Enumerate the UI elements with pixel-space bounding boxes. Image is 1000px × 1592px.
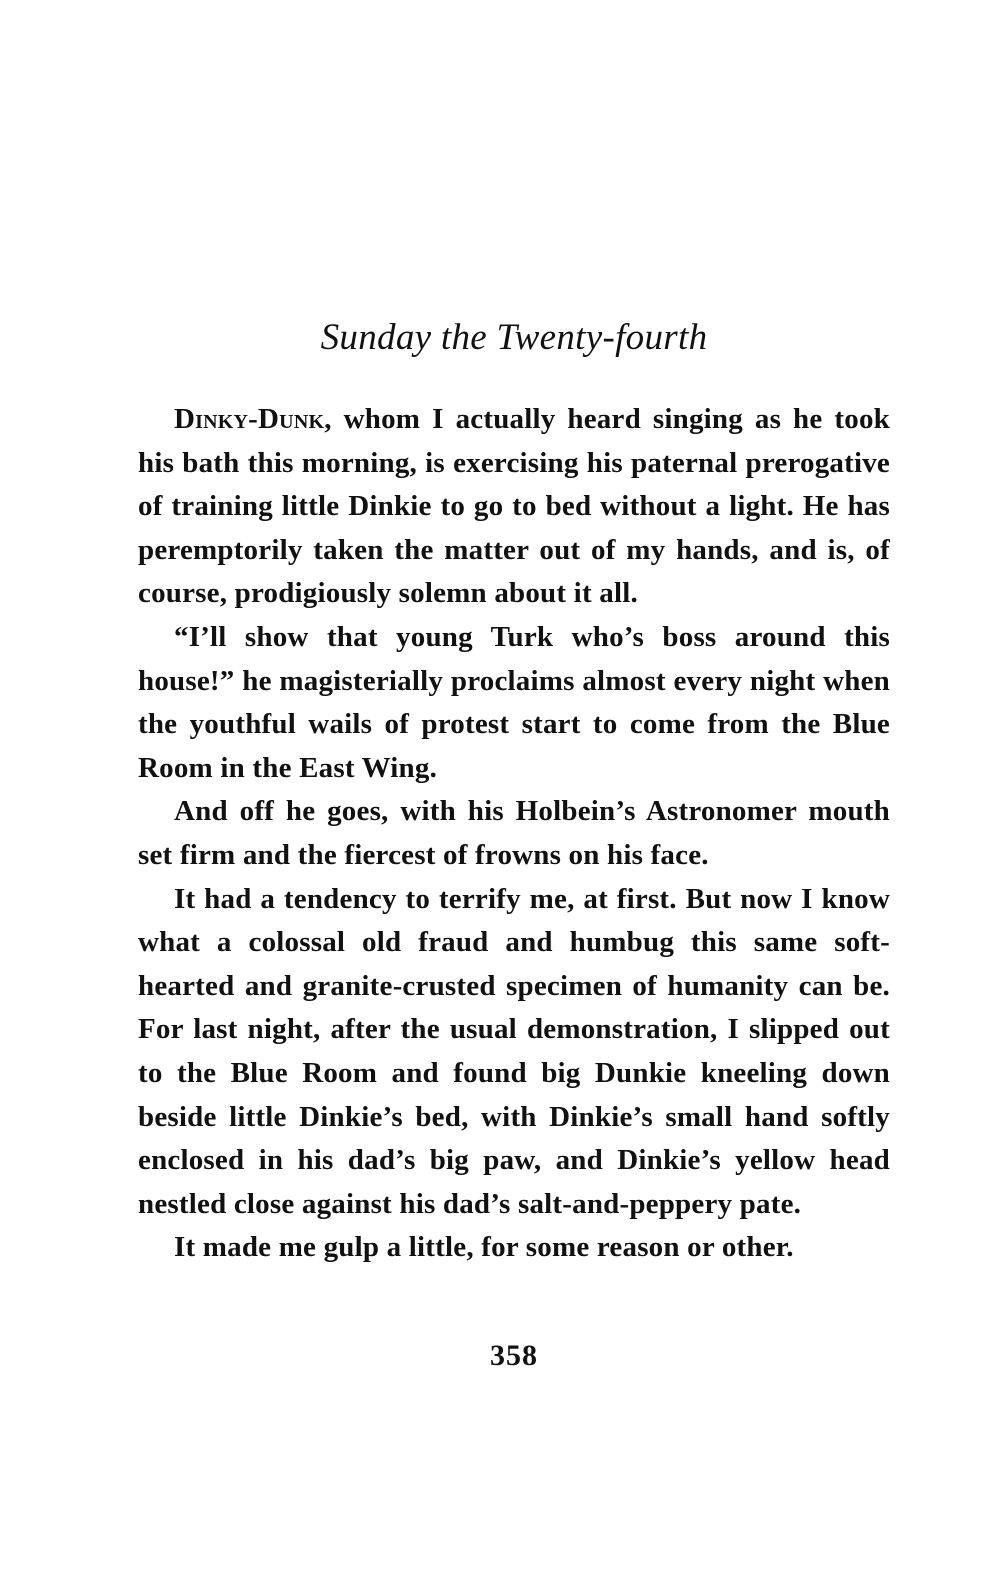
paragraph-lead-smallcaps: Dinky-Dunk: [174, 403, 325, 435]
body-text: [138, 398, 890, 1270]
paragraph-1: [138, 398, 890, 616]
paragraph-5: It made me gulp a little, for some reason or other.: [174, 1231, 794, 1264]
paragraph-2: “I’ll show that young Turk who’s boss around this house!” he magisterially proclaims almost every night when the youthful wails of protest start to come from the Blue Room in the East Wing.: [138, 620, 890, 784]
page-number: 358: [490, 1339, 538, 1372]
paragraph-4: It had a tendency to terrify me, at first. But now I know what a colossal old fraud and humbug this same soft-hearted and granite-crusted specimen of humanity can be. For last night, after the usual demonstration, I slipped out to the Blue Room and found big Dunkie kneeling down beside little Dinkie’s bed, with Dinkie’s small hand softly enclosed in his dad’s big paw, and Dinkie’s yellow head nestled close against his dad’s salt-and-peppery pate.: [138, 882, 890, 1220]
paragraph-3: And off he goes, with his Holbein’s Astronomer mouth set firm and the fiercest of frowns on his face.: [138, 795, 890, 871]
book-page: [138, 0, 890, 1592]
paragraph-1-text: , whom I actually heard singing as he took his bath this morning, is exercising his paternal prerogative of training little Dinkie to go to bed without a light. He has peremptorily taken the matter out of my hands, and is, of course, prodigiously solemn about it all.: [138, 403, 890, 610]
chapter-heading: Sunday the Twenty-fourth: [320, 317, 708, 358]
